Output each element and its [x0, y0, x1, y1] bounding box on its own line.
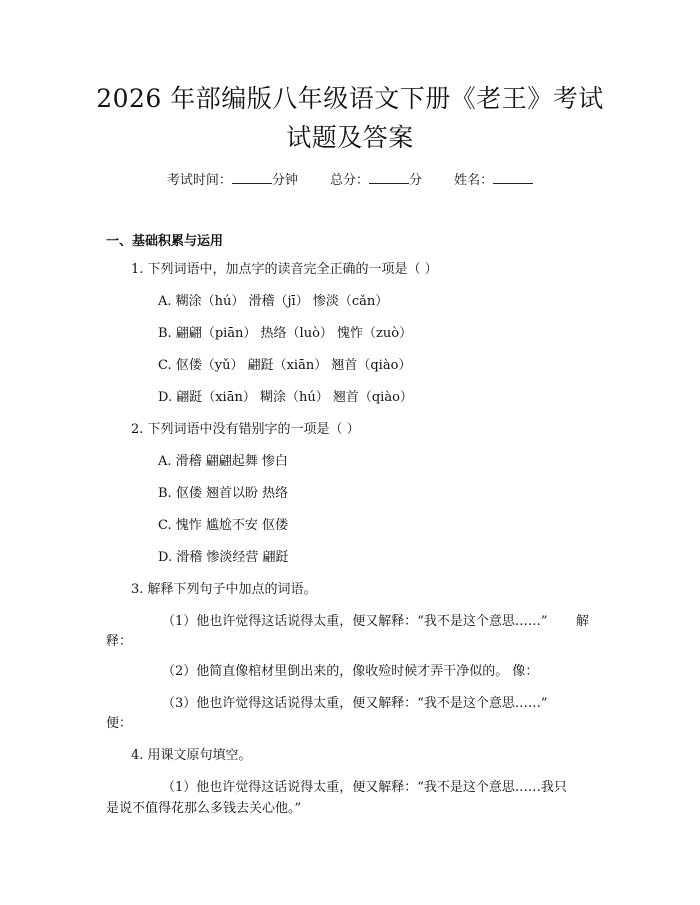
page-title-line2: 试题及答案	[286, 123, 414, 152]
question-3-item-1: （1）他也许觉得这话说得太重，便又解释：“我不是这个意思……”	[162, 614, 548, 629]
total-score-blank[interactable]	[369, 171, 409, 184]
question-3-item-3: （3）他也许觉得这话说得太重，便又解释：“我不是这个意思……”	[162, 696, 548, 711]
question-1-option-c: C. 伛偻（yǔ） 翩跹（xiān） 翘首（qiào）	[158, 358, 412, 373]
name-blank[interactable]	[493, 171, 533, 184]
question-3-item-3-cont: 便：	[106, 716, 133, 731]
exam-time-label: 考试时间：	[166, 173, 232, 188]
question-1-option-b: B. 翩翩（piān） 热络（luò） 愧怍（zuò）	[158, 326, 413, 341]
exam-time-unit: 分钟	[271, 173, 298, 188]
name-field	[454, 173, 533, 188]
question-2-option-b: B. 伛偻 翘首以盼 热络	[158, 486, 289, 501]
question-1-option-d: D. 翩跹（xiān） 糊涂（hú） 翘首（qiào）	[158, 390, 413, 405]
exam-time-blank[interactable]	[232, 171, 272, 184]
question-1-option-a: A. 糊涂（hú） 滑稽（jī） 惨淡（cǎn）	[158, 294, 389, 309]
question-4-stem: 4. 用课文原句填空。	[131, 748, 252, 763]
question-2-option-a: A. 滑稽 翩翩起舞 惨白	[158, 454, 288, 469]
question-3-stem: 3. 解释下列句子中加点的词语。	[131, 582, 317, 597]
question-4-item-1-cont: 是说不值得花那么多钱去关心他。”	[106, 801, 302, 816]
question-3-item-1-answer-prefix: 解	[575, 614, 589, 629]
question-4-item-1: （1）他也许觉得这话说得太重，便又解释：“我不是这个意思……我只	[162, 780, 567, 795]
section-heading: 一、基础积累与运用	[106, 234, 224, 249]
page-title-line1: 2026 年部编版八年级语文下册《老王》考试	[96, 84, 604, 113]
exam-time-field	[167, 173, 302, 188]
question-1-stem: 1. 下列词语中，加点字的读音完全正确的一项是（ ）	[131, 262, 438, 277]
question-2-option-d: D. 滑稽 惨淡经营 翩跹	[158, 550, 289, 565]
total-score-field	[330, 173, 426, 188]
question-2-stem: 2. 下列词语中没有错别字的一项是（ ）	[131, 422, 360, 437]
total-score-label: 总分：	[329, 173, 369, 188]
question-3-item-1-cont: 释：	[106, 634, 133, 649]
name-label: 姓名：	[454, 173, 494, 188]
exam-info-row	[0, 169, 700, 188]
question-3-item-2: （2）他简直像棺材里倒出来的，像收殓时候才弄干净似的。 像：	[162, 664, 539, 679]
question-2-option-c: C. 愧怍 尴尬不安 伛偻	[158, 518, 289, 533]
total-score-unit: 分	[409, 173, 423, 188]
